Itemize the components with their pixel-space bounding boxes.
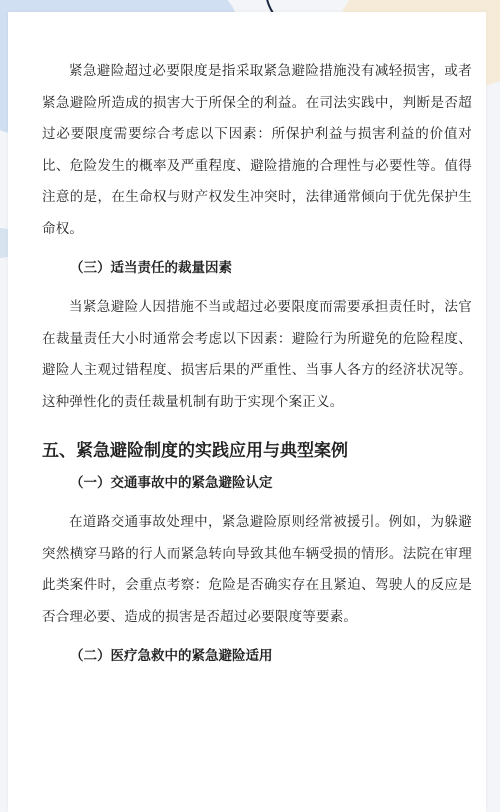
paragraph-traffic: 在道路交通事故处理中，紧急避险原则经常被援引。例如，为躲避突然横穿马路的行人而紧急转向导致其他车辆受损的情形。法院在审理此类案件时，会重点考察：危险是否确实存在且紧迫、驾驶人的反应是否合理必要、造成的损害是否超过必要限度等要素。 <box>42 514 472 625</box>
document-page <box>8 12 486 812</box>
paragraph-liability-factors: 当紧急避险人因措施不当或超过必要限度而需要承担责任时，法官在裁量责任大小时通常会考虑以下因素：避险行为所避免的危险程度、避险人主观过错程度、损害后果的严重性、当事人各方的经济状况等。这种弹性化的责任裁量机制有助于实现个案正义。 <box>42 299 472 410</box>
document-content <box>42 56 472 672</box>
section-heading-practice: 五、紧急避险制度的实践应用与典型案例 <box>42 441 348 461</box>
paragraph-excess-limit: 紧急避险超过必要限度是指采取紧急避险措施没有减轻损害，或者紧急避险所造成的损害大于所保全的利益。在司法实践中，判断是否超过必要限度需要综合考虑以下因素：所保护利益与损害利益的价值对比、危险发生的概率及严重程度、避险措施的合理性与必要性等。值得注意的是，在生命权与财产权发生冲突时，法律通常倾向于优先保护生命权。 <box>42 63 472 237</box>
subheading-medical: （二）医疗急救中的紧急避险适用 <box>70 648 273 664</box>
subheading-traffic: （一）交通事故中的紧急避险认定 <box>70 475 273 491</box>
subheading-liability-factors: （三）适当责任的裁量因素 <box>70 260 232 276</box>
